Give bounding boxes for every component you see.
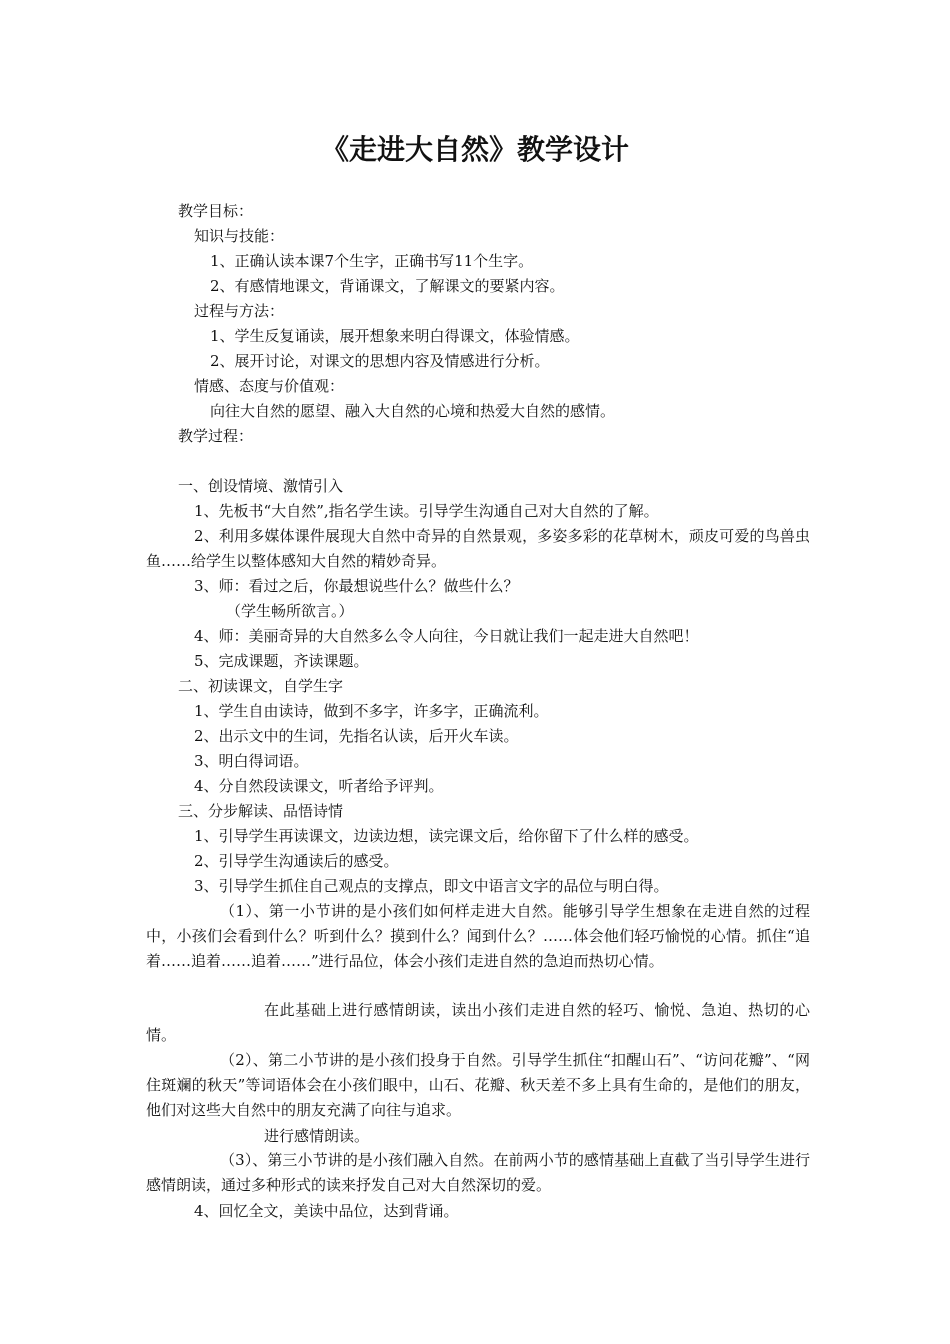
step-item: 1、学生自由读诗，做到不多字，许多字，正确流利。 bbox=[194, 702, 549, 720]
subsection-paragraph: （1）、第一小节讲的是小孩们如何样走进大自然。能够引导学生想象在走进自然的过程中，小孩们会看到什么？听到什么？摸到什么？闻到什么？……体会他们轻巧愉悦的心情。抓住“追着……追着……追着……”进行品位，体会小孩们走进自然的急迫而热切心情。 bbox=[146, 902, 810, 970]
step-item: 3、明白得词语。 bbox=[194, 752, 309, 770]
step-heading-3: 三、分步解读、品悟诗情 bbox=[178, 802, 344, 820]
subheading-process-method: 过程与方法： bbox=[194, 302, 285, 320]
step-note: （学生畅所欲言。） bbox=[226, 602, 354, 620]
step-item: 5、完成课题，齐读课题。 bbox=[194, 652, 369, 670]
subheading-emotion-values: 情感、态度与价值观： bbox=[194, 377, 345, 395]
subsection-paragraph: 在此基础上进行感情朗读，读出小孩们走进自然的轻巧、愉悦、急迫、热切的心情。 bbox=[146, 1001, 810, 1044]
step-paragraph: 2、利用多媒体课件展现大自然中奇异的自然景观，多姿多彩的花草树木，顽皮可爱的鸟兽虫鱼……给学生以整体感知大自然的精妙奇异。 bbox=[146, 527, 810, 570]
subsection-paragraph: （2）、第二小节讲的是小孩们投身于自然。引导学生抓住“扣醒山石”、“访问花瓣”、“网住斑斓的秋天”等词语体会在小孩们眼中，山石、花瓣、秋天差不多上具有生命的，是他们的朋友，他们对这些大自然中的朋友充满了向往与追求。 bbox=[146, 1051, 810, 1119]
section-heading-process: 教学过程： bbox=[178, 427, 254, 445]
step-heading-2: 二、初读课文，自学生字 bbox=[178, 677, 344, 695]
step-heading-1: 一、创设情境、激情引入 bbox=[178, 477, 344, 495]
goal-item: 向往大自然的愿望、融入大自然的心境和热爱大自然的感情。 bbox=[210, 402, 616, 420]
step-item: 4、师：美丽奇异的大自然多么令人向往，今日就让我们一起走进大自然吧！ bbox=[194, 627, 699, 645]
step-item: 3、引导学生抓住自己观点的支撑点，即文中语言文字的品位与明白得。 bbox=[194, 877, 669, 895]
step-item: 1、引导学生再读课文，边读边想，读完课文后，给你留下了什么样的感受。 bbox=[194, 827, 699, 845]
goal-item: 2、展开讨论，对课文的思想内容及情感进行分析。 bbox=[210, 352, 550, 370]
document-title: 《走进大自然》教学设计 bbox=[320, 133, 629, 166]
step-item: 2、引导学生沟通读后的感受。 bbox=[194, 852, 399, 870]
section-heading-goals: 教学目标： bbox=[178, 202, 254, 220]
step-item: 2、出示文中的生词，先指名认读，后开火车读。 bbox=[194, 727, 519, 745]
subsection-note: 进行感情朗读。 bbox=[264, 1127, 370, 1145]
goal-item: 1、学生反复诵读，展开想象来明白得课文，体验情感。 bbox=[210, 327, 580, 345]
subsection-paragraph: （3）、第三小节讲的是小孩们融入自然。在前两小节的感情基础上直截了当引导学生进行感情朗读，通过多种形式的读来抒发自己对大自然深切的爱。 bbox=[146, 1151, 810, 1194]
goal-item: 2、有感情地课文，背诵课文，了解课文的要紧内容。 bbox=[210, 277, 565, 295]
step-item: 1、先板书“大自然”,指名学生读。引导学生沟通自己对大自然的了解。 bbox=[194, 502, 659, 520]
step-item: 3、师：看过之后，你最想说些什么？做些什么？ bbox=[194, 577, 519, 595]
goal-item: 1、正确认读本课7个生字，正确书写11个生字。 bbox=[210, 252, 534, 270]
subheading-knowledge-skills: 知识与技能： bbox=[194, 227, 285, 245]
step-item: 4、回忆全文，美读中品位，达到背诵。 bbox=[194, 1202, 459, 1220]
step-item: 4、分自然段读课文，听者给予评判。 bbox=[194, 777, 444, 795]
